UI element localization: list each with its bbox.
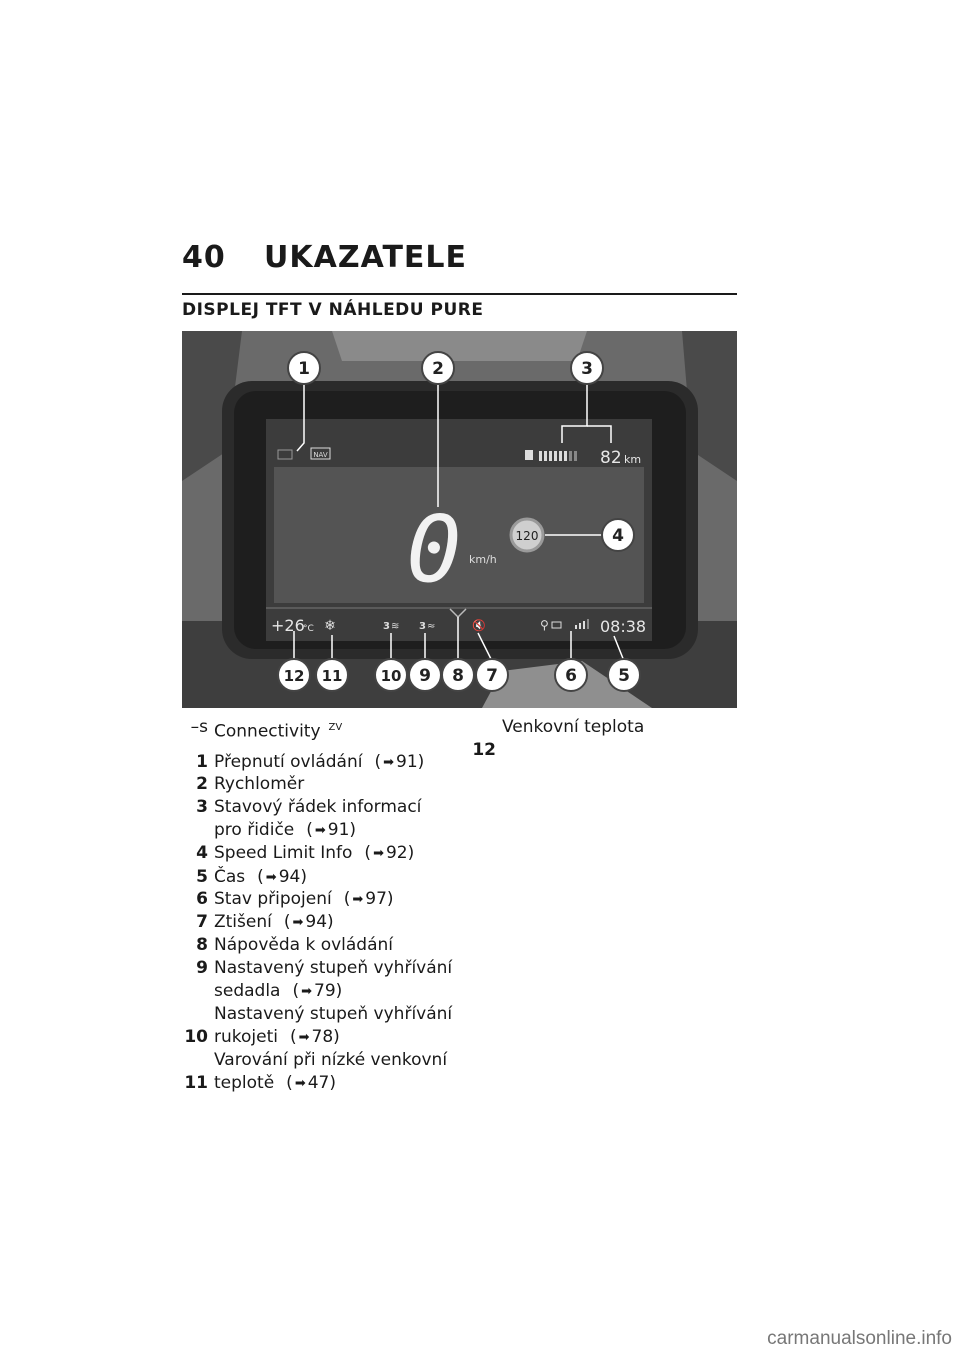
arrow-right-icon: ➡ (292, 915, 304, 930)
seat-heat-icon: ≈ (427, 621, 436, 632)
legend-text (214, 1072, 336, 1096)
grip-heat-icon: ≋ (391, 621, 400, 632)
legend-label: Nápověda k ovládání (214, 935, 394, 955)
legend-number: 10 (184, 1027, 208, 1047)
connection-icon: ⚲ (540, 618, 549, 632)
reference-page: 79) (314, 981, 343, 1001)
legend-text (214, 842, 414, 866)
page-reference: ( ➡ 79) (292, 981, 343, 1001)
legend-text (214, 888, 394, 912)
legend-text (214, 866, 307, 890)
grip-heat-level: 3 (383, 621, 390, 632)
legend-number: 7 (196, 912, 208, 932)
legend-label: Ztišení (214, 912, 272, 932)
legend-number: 1 (196, 752, 208, 772)
legend-right (470, 716, 735, 776)
fuel-icon (525, 450, 533, 460)
legend-label: pro řidiče (214, 820, 295, 840)
legend-label: rukojeti (214, 1027, 278, 1047)
legend-label: sedadla (214, 981, 281, 1001)
nav-label: NAV (313, 451, 328, 459)
header-rule (182, 293, 737, 295)
legend-number: 12 (472, 740, 496, 760)
legend-label: Stav připojení (214, 889, 332, 909)
callout-4: 4 (612, 526, 624, 546)
callout-1: 1 (298, 359, 310, 379)
callout-2: 2 (432, 359, 444, 379)
callout-8: 8 (452, 666, 464, 686)
callout-9: 9 (419, 666, 431, 686)
legend-label: Rychloměr (214, 774, 305, 794)
legend-number: 3 (196, 797, 208, 817)
callout-10: 10 (380, 667, 402, 685)
legend-label: Connectivity (214, 721, 321, 742)
mute-icon: 🔇 (472, 619, 486, 632)
tft-display-photo (182, 331, 737, 708)
legend-label: Varování při nízké venkovní (214, 1050, 448, 1070)
reference-page: 94) (278, 867, 307, 887)
legend-text (214, 751, 424, 775)
legend-text (214, 819, 356, 843)
legend-label: Stavový řádek informací (214, 797, 422, 817)
speed-unit: km/h (469, 553, 497, 566)
range-value: 82 (600, 448, 622, 468)
legend-text (214, 911, 334, 935)
page-reference: ( ➡ 94) (257, 867, 307, 887)
callout-3: 3 (581, 359, 593, 379)
seat-heat-level: 3 (419, 621, 426, 632)
frost-icon: ❄ (324, 618, 336, 634)
legend-number: 11 (184, 1073, 208, 1093)
legend-label: Venkovní teplota (502, 717, 645, 737)
page-reference: ( ➡ 47) (286, 1073, 336, 1093)
callout-5: 5 (618, 666, 630, 686)
legend-label: Čas (214, 867, 246, 887)
tft-display-illustration (182, 331, 737, 708)
arrow-right-icon: ➡ (352, 892, 364, 907)
reference-page: 97) (365, 889, 394, 909)
legend-text (214, 934, 393, 957)
speed-value: 0 (406, 496, 462, 603)
page-reference: ( ➡ 92) (364, 843, 415, 863)
watermark: carmanualsonline.info (767, 1328, 952, 1349)
arrow-right-icon: ➡ (373, 846, 384, 861)
legend-label: Nastavený stupeň vyhřívání (214, 958, 453, 978)
legend-number: 5 (196, 867, 208, 887)
legend-label: teplotě (214, 1073, 275, 1093)
page-reference: ( ➡ 91) (306, 820, 357, 840)
legend-number: 8 (196, 935, 208, 955)
arrow-right-icon: ➡ (301, 984, 313, 999)
legend-text (214, 1003, 452, 1026)
page-reference: ( ➡ 91) (374, 752, 425, 772)
reference-page: 94) (305, 912, 334, 932)
callout-11: 11 (321, 667, 343, 685)
section-title: DISPLEJ TFT V NÁHLEDU PURE (182, 300, 484, 320)
legend-text (214, 796, 421, 819)
reference-page: 91) (327, 820, 357, 840)
legend-number: 9 (196, 958, 208, 978)
callout-7: 7 (486, 666, 498, 686)
legend-text (214, 773, 304, 796)
arrow-right-icon: ➡ (314, 823, 326, 838)
range-unit: km (624, 453, 642, 466)
arrow-right-icon: ➡ (383, 755, 395, 770)
legend-number: 4 (196, 843, 208, 863)
reference-page: 78) (311, 1027, 340, 1047)
chapter-title: UKAZATELE (264, 240, 468, 275)
legend-number: 6 (196, 889, 208, 909)
clock-value: 08:38 (600, 617, 647, 636)
legend-left (182, 716, 462, 1096)
legend-text (214, 980, 342, 1004)
legend-number: –s (190, 717, 208, 737)
page-reference: ( ➡ 78) (289, 1027, 340, 1047)
temperature-value: +26 (271, 616, 305, 635)
page-number: 40 (182, 240, 226, 275)
legend-label: Přepnutí ovládání (214, 752, 363, 772)
legend-superscript: ZV (328, 722, 343, 733)
arrow-right-icon: ➡ (265, 870, 277, 885)
reference-page: 91) (396, 752, 425, 772)
page-reference: ( ➡ 97) (343, 889, 394, 909)
legend-text (214, 1049, 447, 1072)
legend-text (214, 716, 342, 744)
temperature-unit: °C (303, 624, 314, 634)
legend-label: Nastavený stupeň vyhřívání (214, 1004, 453, 1024)
reference-page: 47) (307, 1073, 336, 1093)
reference-page: 92) (385, 843, 415, 863)
arrow-right-icon: ➡ (294, 1076, 306, 1091)
speed-limit-value: 120 (515, 529, 539, 543)
legend-text (214, 957, 452, 980)
callout-6: 6 (565, 666, 577, 686)
legend-label: Speed Limit Info (214, 843, 353, 863)
page-reference: ( ➡ 94) (283, 912, 334, 932)
callout-12: 12 (283, 667, 305, 685)
legend-number: 2 (196, 774, 208, 794)
legend-text (502, 716, 644, 739)
arrow-right-icon: ➡ (298, 1030, 310, 1045)
legend-text (214, 1026, 340, 1050)
